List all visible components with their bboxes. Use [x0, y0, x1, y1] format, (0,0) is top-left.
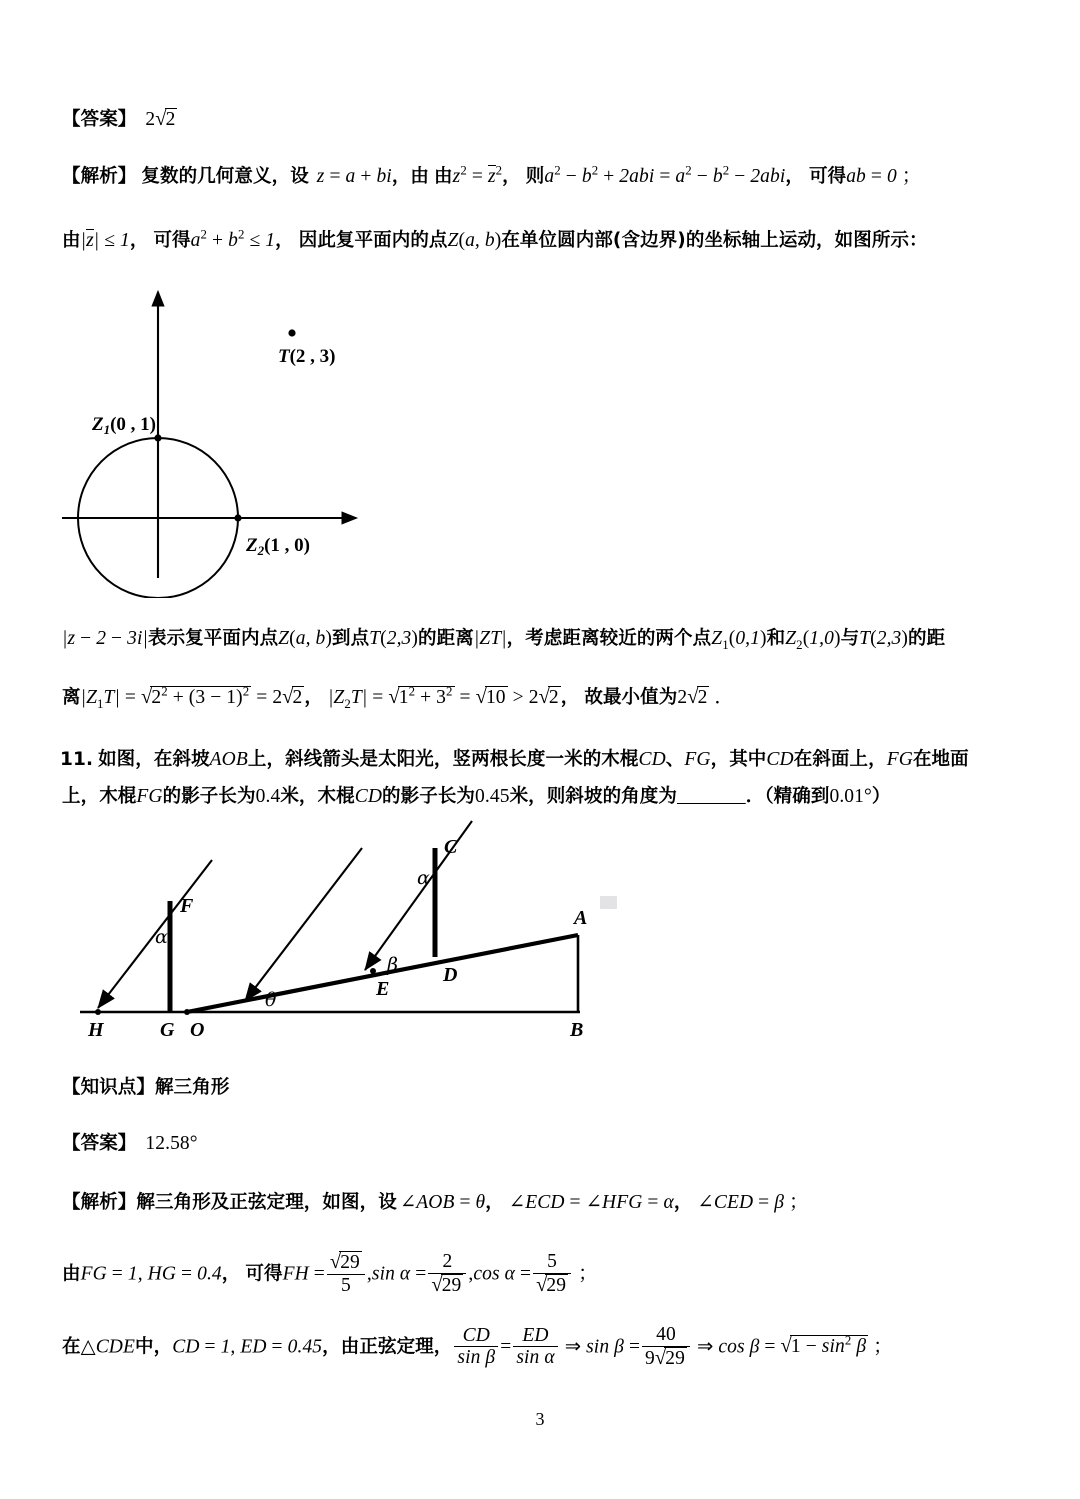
comma-12: , [366, 1263, 372, 1285]
frac-409-den: 9√29 [642, 1346, 690, 1370]
frac-fh-den: 5 [327, 1274, 365, 1297]
imp-cos-beta: ⇒ cos β = [696, 1336, 776, 1358]
p11-text-h: 米，木棍 [280, 786, 355, 807]
eq-fg-hg: FG = 1, HG = 0.4 [80, 1263, 222, 1285]
frac-fh-num: √29 [329, 1251, 360, 1273]
eq-sign-5: = [500, 1336, 512, 1358]
analysis-text-1: 复数的几何意义，设 [141, 166, 309, 187]
label-f: F [180, 895, 194, 917]
answer-value-q11: 12.58° [145, 1133, 198, 1154]
p11-text-a: 如图，在斜坡 [98, 749, 210, 770]
val-045: 0.45 [475, 786, 510, 807]
point-z1-dot [154, 434, 161, 441]
comma-5: ， [275, 230, 294, 251]
point-h-dot [95, 1009, 101, 1015]
complex-plane-figure [60, 278, 420, 598]
text-obtain-2: 可得 [153, 230, 191, 251]
val-04: 0.4 [255, 786, 281, 807]
seg-aob: AOB [209, 749, 248, 770]
comma-4: ， [129, 230, 149, 251]
seg-cd-3: CD [354, 786, 383, 807]
knowledge-value: 解三角形 [155, 1077, 230, 1098]
frac-sa-den: √29 [428, 1273, 466, 1297]
semicolon-2: ； [784, 1192, 809, 1213]
eq-z-squared-conj: $z^2 = z^2$ [452, 163, 503, 187]
label-t: T(2 , 3) [278, 346, 336, 367]
text-to-point: 到点 [331, 628, 370, 649]
analysis-line-1-q10 [62, 162, 921, 191]
text-and: 和 [766, 628, 786, 649]
label-g: G [160, 1019, 175, 1041]
angle-ced-eq: ∠CED = β [697, 1192, 785, 1213]
analysis-label: 【解析】 [62, 166, 137, 187]
min-value: 2√2 [677, 686, 708, 708]
answer-label-q11: 【答案】 [62, 1133, 137, 1154]
triangle-cde: △CDE [80, 1336, 136, 1358]
problem11-line-2 [62, 782, 891, 811]
seg-fg: FG [684, 749, 711, 770]
frac-cd-sinbeta [454, 1325, 498, 1370]
angle-aob-eq: ∠AOB = θ [399, 1192, 486, 1213]
p11-text-f: 上，木棍 [62, 786, 137, 807]
frac-edsa-den: sin α [513, 1346, 557, 1369]
comma-10: ， [673, 1192, 693, 1213]
point-z2: $Z_2(1,0)$ [785, 628, 841, 652]
text-then: 则 [525, 166, 545, 187]
knowledge-point-line [62, 1073, 229, 1102]
eq-sign-2: = 2√2 [251, 686, 303, 708]
frac-409-num: 40 [656, 1324, 676, 1345]
eq-cos-alpha: cos α = [473, 1263, 532, 1285]
calc2-in: 在 [62, 1336, 81, 1358]
semicolon-1: ； [896, 166, 922, 187]
seg-fg-2: FG [886, 749, 913, 770]
period-1: ． [709, 687, 735, 708]
comma-13: , [468, 1263, 474, 1285]
answer-value: 2√2 [145, 108, 176, 130]
analysis-line-q11 [62, 1188, 809, 1217]
unit-circle-svg [60, 278, 420, 598]
point-z2-dot [234, 514, 241, 521]
expr-z2t: $|Z_2T|$ [327, 687, 368, 711]
frac-sin-alpha [428, 1251, 466, 1297]
comma-2: ， [502, 166, 521, 187]
expr-abs-z-2-3i: |z − 2 − 3i| [62, 628, 148, 649]
point-t-dot [288, 329, 295, 336]
p11-text-i: 的影子长为 [382, 786, 476, 807]
point-t-23-b: T(2,3) [859, 628, 908, 649]
p11-sep-1: 、 [665, 749, 685, 770]
label-a: A [574, 907, 588, 929]
p11-text-b: 上，斜线箭头是太阳光，竖两根长度一米的木棍 [247, 749, 639, 770]
analysis-line-2-q10 [62, 226, 928, 255]
p11-text-g: 的影子长为 [162, 786, 256, 807]
slope-sunlight-figure [60, 818, 640, 1068]
angle-ecd-hfg-eq: ∠ECD = ∠HFG = α [508, 1192, 674, 1213]
frac-cos-alpha [533, 1251, 571, 1297]
eq-cd-ed: CD = 1, ED = 0.45 [172, 1336, 323, 1358]
text-distance: 的距离 [418, 628, 474, 649]
eq-a2-b2-le1: $a^2 + b^2 \le 1$ [190, 227, 276, 251]
p11-text-c: ，其中 [710, 749, 767, 770]
label-e: E [376, 978, 390, 1000]
seg-fg-3: FG [136, 786, 163, 807]
eq-sin-alpha: sin α = [371, 1263, 427, 1285]
point-e-dot [370, 968, 376, 974]
frac-ca-den: √29 [533, 1273, 571, 1297]
label-c: C [444, 836, 458, 858]
semicolon-4: ； [868, 1336, 893, 1358]
p11-text-k: ．（精确到 [745, 786, 830, 807]
label-z2: $Z_2(1$ , 0) [246, 535, 311, 558]
frac-sa-num: 2 [442, 1251, 453, 1272]
text-from-2: 由 [62, 230, 81, 251]
point-o-dot [184, 1009, 190, 1015]
frac-fh [327, 1251, 365, 1297]
text-therefore: 因此复平面内的点 [298, 230, 448, 251]
slope-svg [60, 818, 640, 1068]
page-number: 3 [535, 1409, 545, 1429]
frac-ed-sinalpha [513, 1325, 557, 1370]
radical-z1t: $√2^2 + (3 - 1)^2$ [141, 684, 250, 708]
answer-label: 【答案】 [62, 109, 137, 130]
problem-number: 11. [60, 749, 94, 770]
seg-cd-2: CD [766, 749, 794, 770]
frac-40-9root29 [642, 1324, 690, 1370]
point-z-ab-2: Z(a, b) [278, 628, 332, 649]
eq-sign-1: = [119, 687, 142, 708]
eq-z-eq-a-plus-bi: z = a + bi [316, 166, 392, 187]
calc1-obtain: 可得 [245, 1263, 283, 1285]
label-h: H [88, 1019, 104, 1041]
answer-blank[interactable] [677, 786, 746, 807]
radical-1-sin2beta: $√1 - \sin^2 \beta$ [780, 1333, 867, 1358]
p11-text-d: 在斜面上， [793, 749, 887, 770]
point-z-ab: Z(a, b) [447, 230, 502, 251]
comma-8: ， [560, 687, 580, 708]
comma-3: ， [785, 166, 805, 187]
semicolon-3: ； [573, 1263, 598, 1285]
comma-1: ，由 [391, 166, 430, 187]
analysis-intro-q11: 解三角形及正弦定理，如图，设 [136, 1192, 397, 1213]
p11-text-e: 在地面 [912, 749, 969, 770]
point-z1: $Z_1(0,1)$ [711, 628, 767, 652]
conclusion-line-2 [62, 682, 734, 713]
precision-val: 0.01° [829, 786, 872, 807]
comma-6: ，考虑距离较近的两个点 [506, 628, 712, 649]
problem11-line-1 [60, 745, 969, 774]
text-with: 与 [840, 628, 860, 649]
seg-cd: CD [638, 749, 666, 770]
analysis-label-q11: 【解析】 [62, 1192, 137, 1213]
eq-fh: FH = [282, 1263, 325, 1285]
comma-7: ， [304, 687, 323, 708]
angle-beta: β [387, 954, 398, 976]
sun-ray-middle [245, 848, 362, 1001]
eq-sign-4: = √10 > 2√2 [454, 686, 559, 708]
text-from: 由 [434, 166, 453, 187]
p11-text-l: ） [871, 786, 891, 807]
expr-z1t: $|Z_1T|$ [80, 687, 120, 711]
label-b: B [570, 1019, 584, 1041]
text-min-value: 故最小值为 [584, 687, 678, 708]
text-unit-circle: 在单位圆内部(含边界)的坐标轴上运动，如图所示： [501, 230, 928, 251]
expr-abs-zt: |ZT| [473, 628, 507, 649]
calc-line-1 [62, 1252, 598, 1298]
imp-sin-beta: ⇒ sin β = [564, 1336, 641, 1358]
answer-line-q11 [62, 1129, 198, 1158]
answer-line-q10 [62, 104, 177, 135]
comma-11: ， [221, 1263, 241, 1285]
label-o: O [190, 1019, 205, 1041]
angle-theta: θ [265, 989, 277, 1011]
text-li: 离 [62, 687, 81, 708]
comma-14: ， [322, 1336, 341, 1358]
knowledge-label: 【知识点】 [62, 1077, 156, 1098]
eq-sign-3: = [367, 687, 389, 708]
point-t-23: T(2,3) [369, 628, 418, 649]
frac-ca-num: 5 [547, 1251, 558, 1272]
eq-ab-zero: ab = 0 [846, 166, 897, 187]
frac-edsa-num: ED [522, 1324, 549, 1346]
frac-cdsb-num: CD [462, 1324, 490, 1346]
calc1-from: 由 [62, 1263, 81, 1285]
label-d: D [443, 964, 458, 986]
angle-alpha-right: α [417, 867, 430, 889]
text-the-dist: 的距 [908, 628, 946, 649]
conclusion-line-1 [62, 624, 945, 653]
p11-text-j: 米，则斜坡的角度为 [509, 786, 677, 807]
calc-line-2 [62, 1325, 893, 1371]
comma-9: ， [485, 1192, 504, 1213]
radical-z2t: $√1^2 + 3^2$ [388, 684, 453, 708]
calc2-sine-rule: 由正弦定理， [340, 1336, 453, 1358]
text-denotes: 表示复平面内点 [147, 628, 279, 649]
label-z1: $Z_1(0$ , 1) [92, 414, 157, 437]
eq-abs-zbar-le1: |z| ≤ 1 [80, 230, 130, 251]
frac-cdsb-den: sin β [454, 1346, 498, 1369]
angle-alpha-left: α [155, 926, 168, 948]
eq-expand-conj: $a^2 - b^2 + 2abi = a^2 - b^2 - 2abi$ [544, 163, 786, 187]
calc2-zhong: 中， [135, 1336, 173, 1358]
watermark-artifact [600, 896, 617, 909]
text-obtain-1: 可得 [809, 166, 847, 187]
